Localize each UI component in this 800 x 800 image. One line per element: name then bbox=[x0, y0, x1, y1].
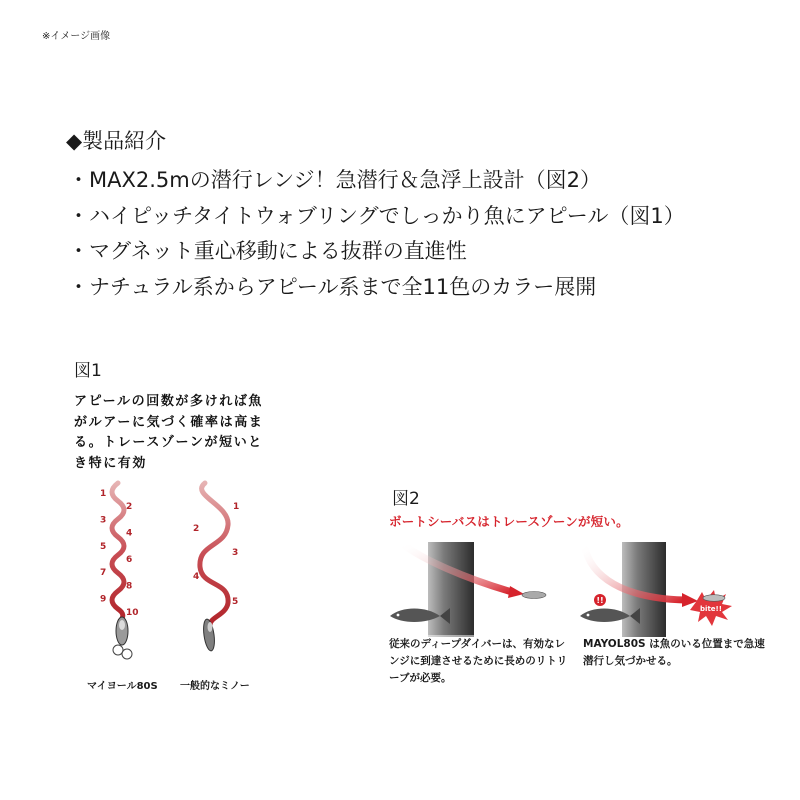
feature-item: ・ハイピッチタイトウォブリングでしっかり魚にアピール（図1） bbox=[68, 203, 685, 228]
wobble-count-label: 1 bbox=[100, 489, 107, 499]
feature-list bbox=[68, 163, 685, 305]
figure2-label: 図2 bbox=[392, 489, 420, 509]
feature-item: ・マグネット重心移動による抜群の直進性 bbox=[68, 239, 467, 263]
figure2-note-mayol: MAYOL80S は魚のいる位置まで急速潜行し気づかせる。 bbox=[583, 638, 765, 667]
figure1-left-caption: マイヨール80S bbox=[87, 681, 158, 692]
feature-item: ・MAX2.5mの潜行レンジ！急潜行＆急浮上設計（図2） bbox=[68, 168, 602, 192]
lure-fig2-left-icon bbox=[522, 592, 546, 599]
wobble-count-label: 8 bbox=[126, 581, 133, 592]
feature-item: ・ナチュラル系からアピール系まで全11色のカラー展開 bbox=[68, 274, 597, 299]
lure-right-icon bbox=[202, 618, 216, 651]
wobble-count-label: 1 bbox=[233, 502, 240, 512]
wobble-count-label: 3 bbox=[232, 548, 239, 558]
wobble-count-label: 2 bbox=[126, 502, 133, 513]
lure-left-icon bbox=[113, 617, 132, 659]
lure-fig2-right-icon bbox=[703, 595, 725, 602]
figure2-title: ボートシーバスはトレースゾーンが短い。 bbox=[389, 514, 629, 529]
figure1-right-caption: 一般的なミノー bbox=[180, 681, 250, 692]
wobble-count-label: 5 bbox=[232, 597, 239, 607]
figure1-label: 図1 bbox=[74, 361, 102, 381]
figure2-note-conventional: 従来のディープダイバーは、有効なレンジに到達させるために長めのリトリーブが必要。 bbox=[389, 638, 568, 684]
wobble-count-label: 4 bbox=[193, 572, 200, 582]
wobble-count-label: 2 bbox=[193, 524, 200, 534]
alert-icon bbox=[594, 594, 606, 606]
bridge-pillar-left bbox=[428, 542, 474, 637]
wobble-count-label: 9 bbox=[100, 594, 107, 605]
wobble-count-label: 3 bbox=[100, 515, 107, 526]
product-intro-heading: ◆製品紹介 bbox=[66, 129, 167, 153]
wobble-count-label: 7 bbox=[100, 568, 107, 579]
wobble-count-label: 10 bbox=[126, 607, 139, 618]
wobble-count-label: 6 bbox=[126, 555, 133, 565]
svg-text:bite!!: bite!! bbox=[700, 605, 722, 613]
tight-wobble-path bbox=[112, 483, 124, 621]
figure1-wobble-diagram bbox=[80, 475, 280, 675]
figure1-description: アピールの回数が多ければ魚がルアーに気づく確率は高まる。トレースゾーンが短いとき特に有効 bbox=[74, 394, 264, 471]
svg-text:!!: !! bbox=[596, 596, 604, 605]
wide-wobble-path bbox=[200, 483, 228, 625]
image-note: ※イメージ画像 bbox=[42, 31, 111, 42]
wobble-count-label: 4 bbox=[126, 528, 133, 539]
figure2-trace-diagram bbox=[384, 532, 784, 637]
wobble-count-label: 5 bbox=[100, 541, 107, 552]
